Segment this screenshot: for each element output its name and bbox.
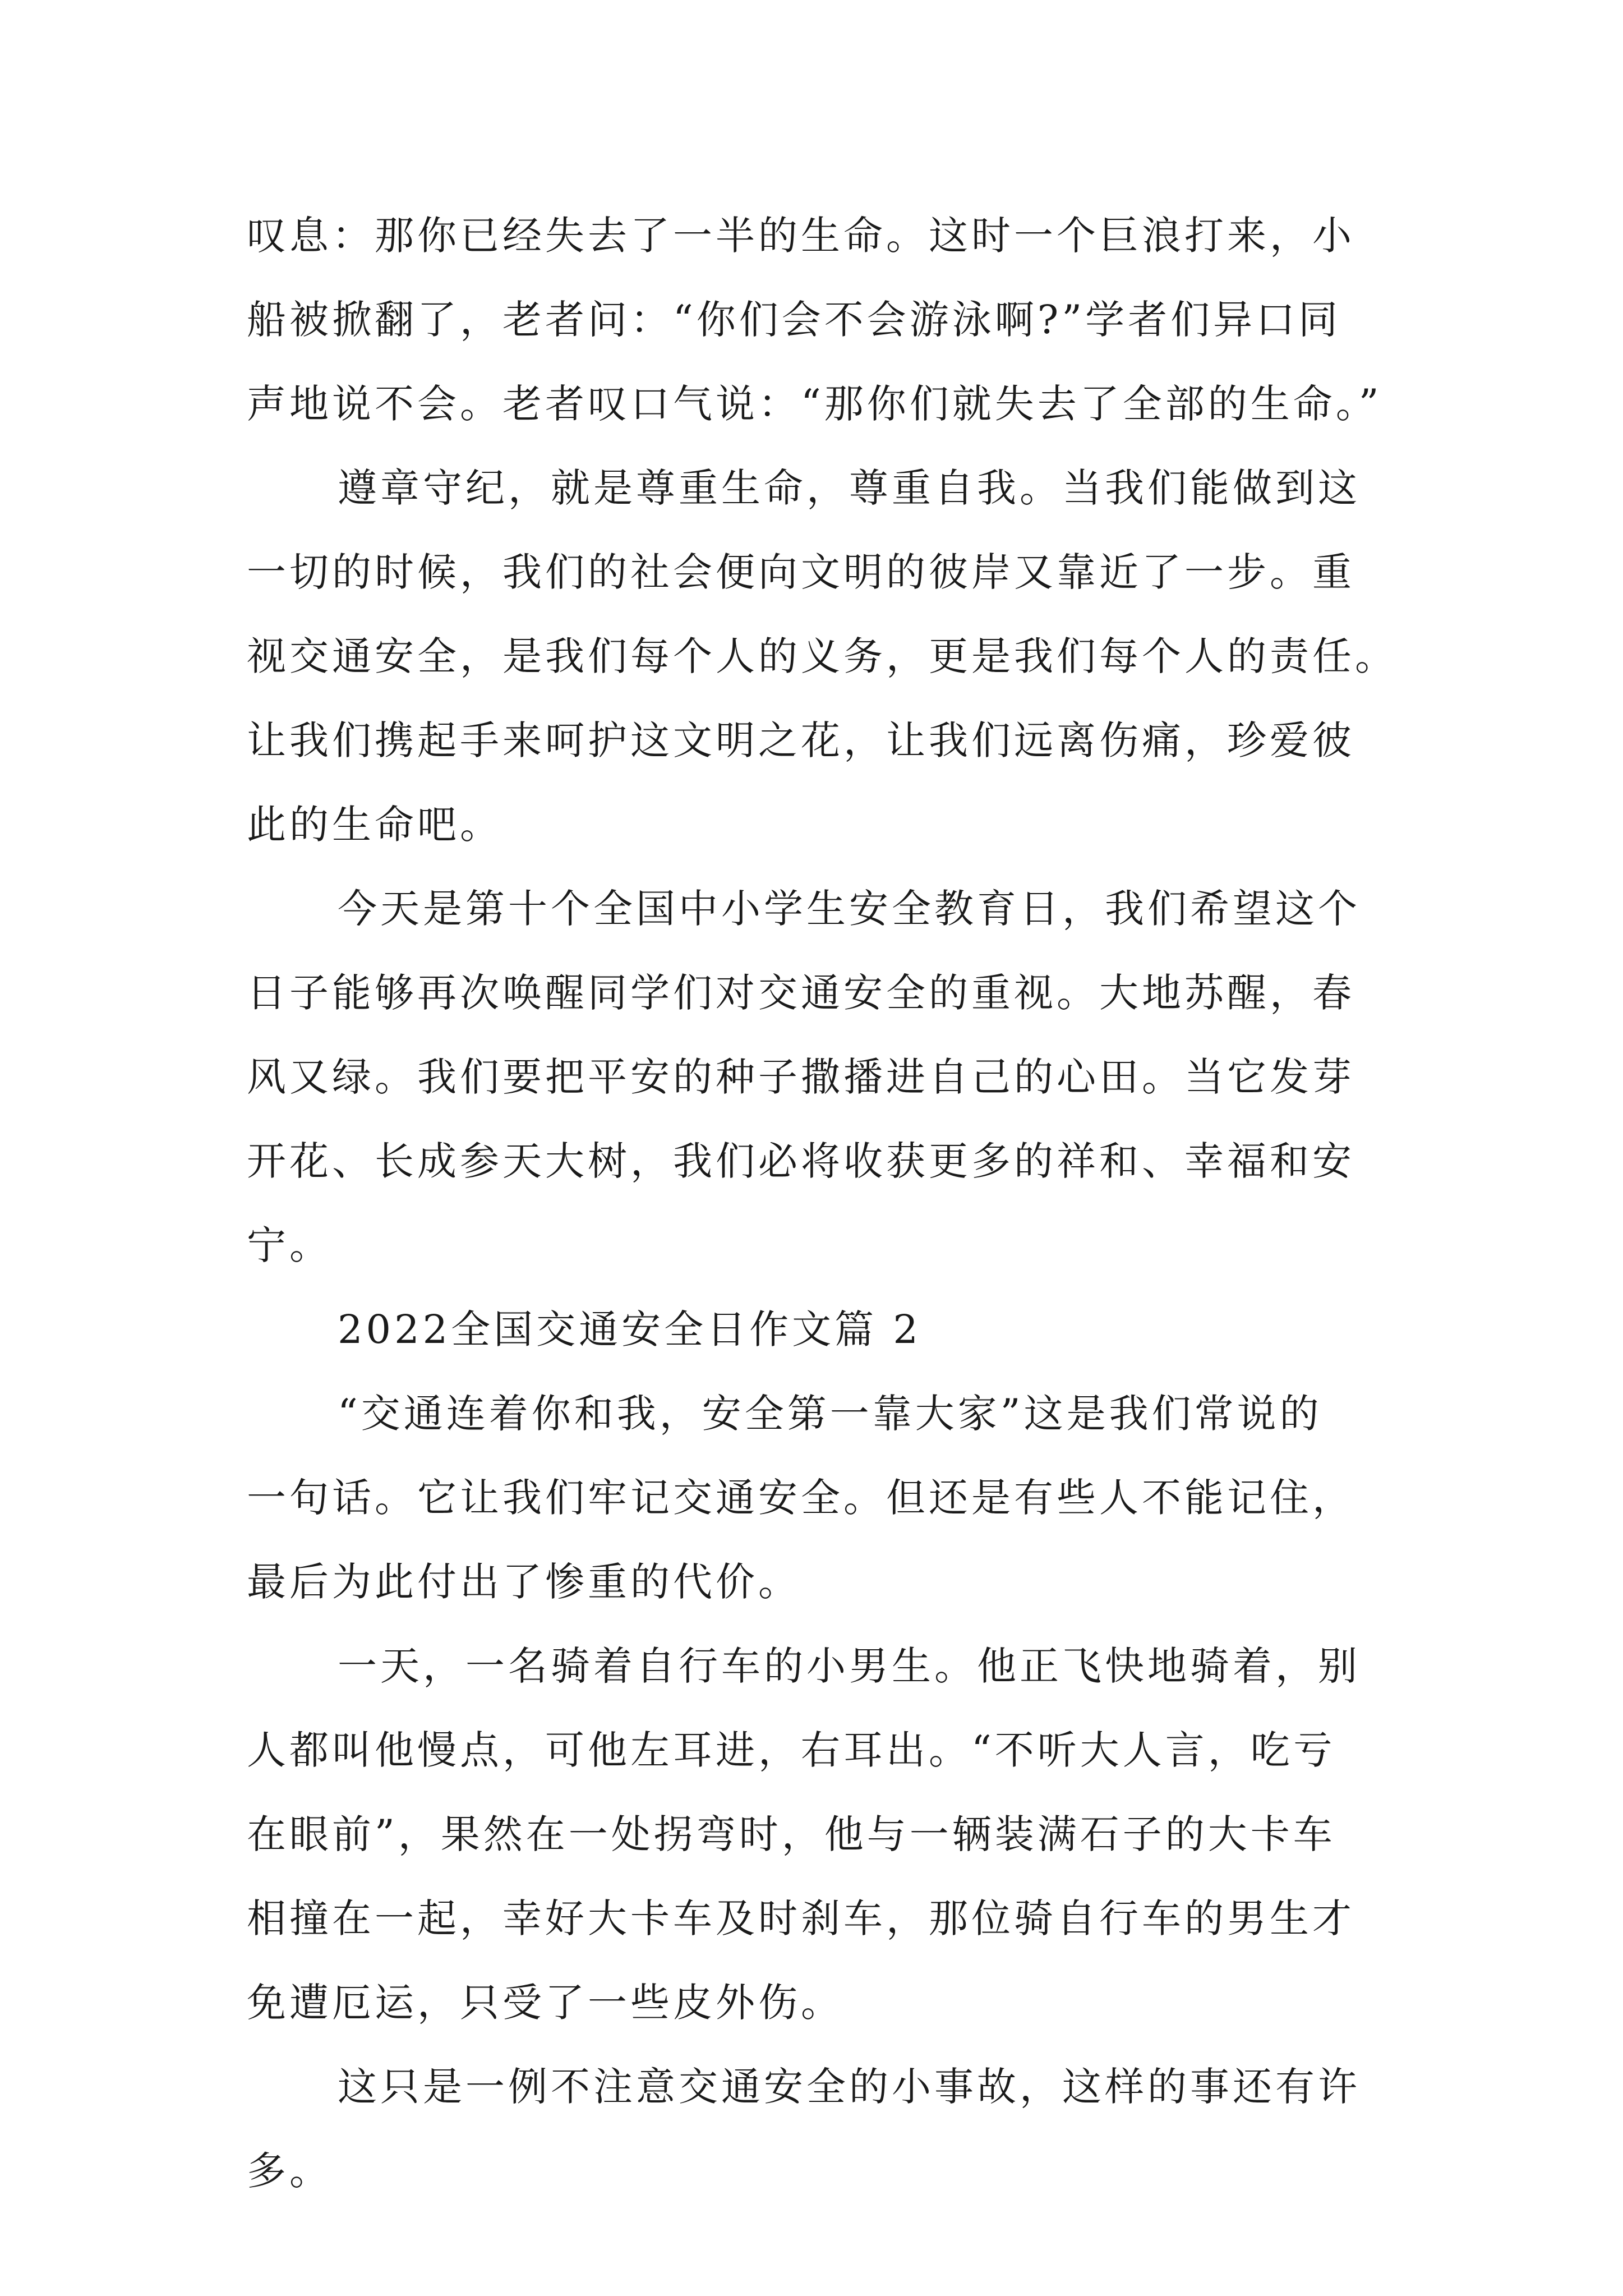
text-line: 一句话。它让我们牢记交通安全。但还是有些人不能记住，	[247, 1475, 1355, 1521]
text-line: 在眼前”，果然在一处拐弯时，他与一辆装满石子的大卡车	[247, 1811, 1336, 1857]
text-line: 多。	[247, 2148, 332, 2194]
text-line: 相撞在一起，幸好大卡车及时刹车，那位骑自行车的男生才	[247, 1895, 1355, 1941]
paragraph-first-line: 一天，一名骑着自行车的小男生。他正飞快地骑着，别	[338, 1643, 1361, 1689]
text-line: 免遭厄运，只受了一些皮外伤。	[247, 1980, 843, 2026]
text-line: 风又绿。我们要把平安的种子撒播进自己的心田。当它发芽	[247, 1054, 1355, 1100]
paragraph-first-line: 这只是一例不注意交通安全的小事故，这样的事还有许	[338, 2064, 1361, 2110]
document-body	[247, 194, 1398, 2213]
text-line: 视交通安全，是我们每个人的义务，更是我们每个人的责任。	[247, 633, 1398, 679]
text-line: 日子能够再次唤醒同学们对交通安全的重视。大地苏醒，春	[247, 970, 1355, 1016]
text-line: 宁。	[247, 1222, 332, 1268]
text-line: 开花、长成参天大树，我们必将收获更多的祥和、幸福和安	[247, 1138, 1355, 1184]
section-heading: 2022全国交通安全日作文篇 2	[338, 1306, 921, 1352]
text-line: 最后为此付出了惨重的代价。	[247, 1559, 801, 1605]
text-line: 叹息：那你已经失去了一半的生命。这时一个巨浪打来，小	[247, 213, 1355, 259]
text-line: 声地说不会。老者叹口气说：“那你们就失去了全部的生命。”	[247, 381, 1382, 427]
text-line: 船被掀翻了，老者问：“你们会不会游泳啊?”学者们异口同	[247, 297, 1341, 343]
text-line: 一切的时候，我们的社会便向文明的彼岸又靠近了一步。重	[247, 549, 1355, 595]
text-line: 人都叫他慢点，可他左耳进，右耳出。“不听大人言，吃亏	[247, 1727, 1336, 1773]
paragraph-first-line: 今天是第十个全国中小学生安全教育日，我们希望这个	[338, 886, 1361, 932]
text-line: 此的生命吧。	[247, 802, 502, 848]
paragraph-first-line: “交通连着你和我，安全第一靠大家”这是我们常说的	[338, 1391, 1322, 1437]
text-line: 让我们携起手来呵护这文明之花，让我们远离伤痛，珍爱彼	[247, 717, 1355, 763]
paragraph-first-line: 遵章守纪，就是尊重生命，尊重自我。当我们能做到这	[338, 465, 1361, 511]
